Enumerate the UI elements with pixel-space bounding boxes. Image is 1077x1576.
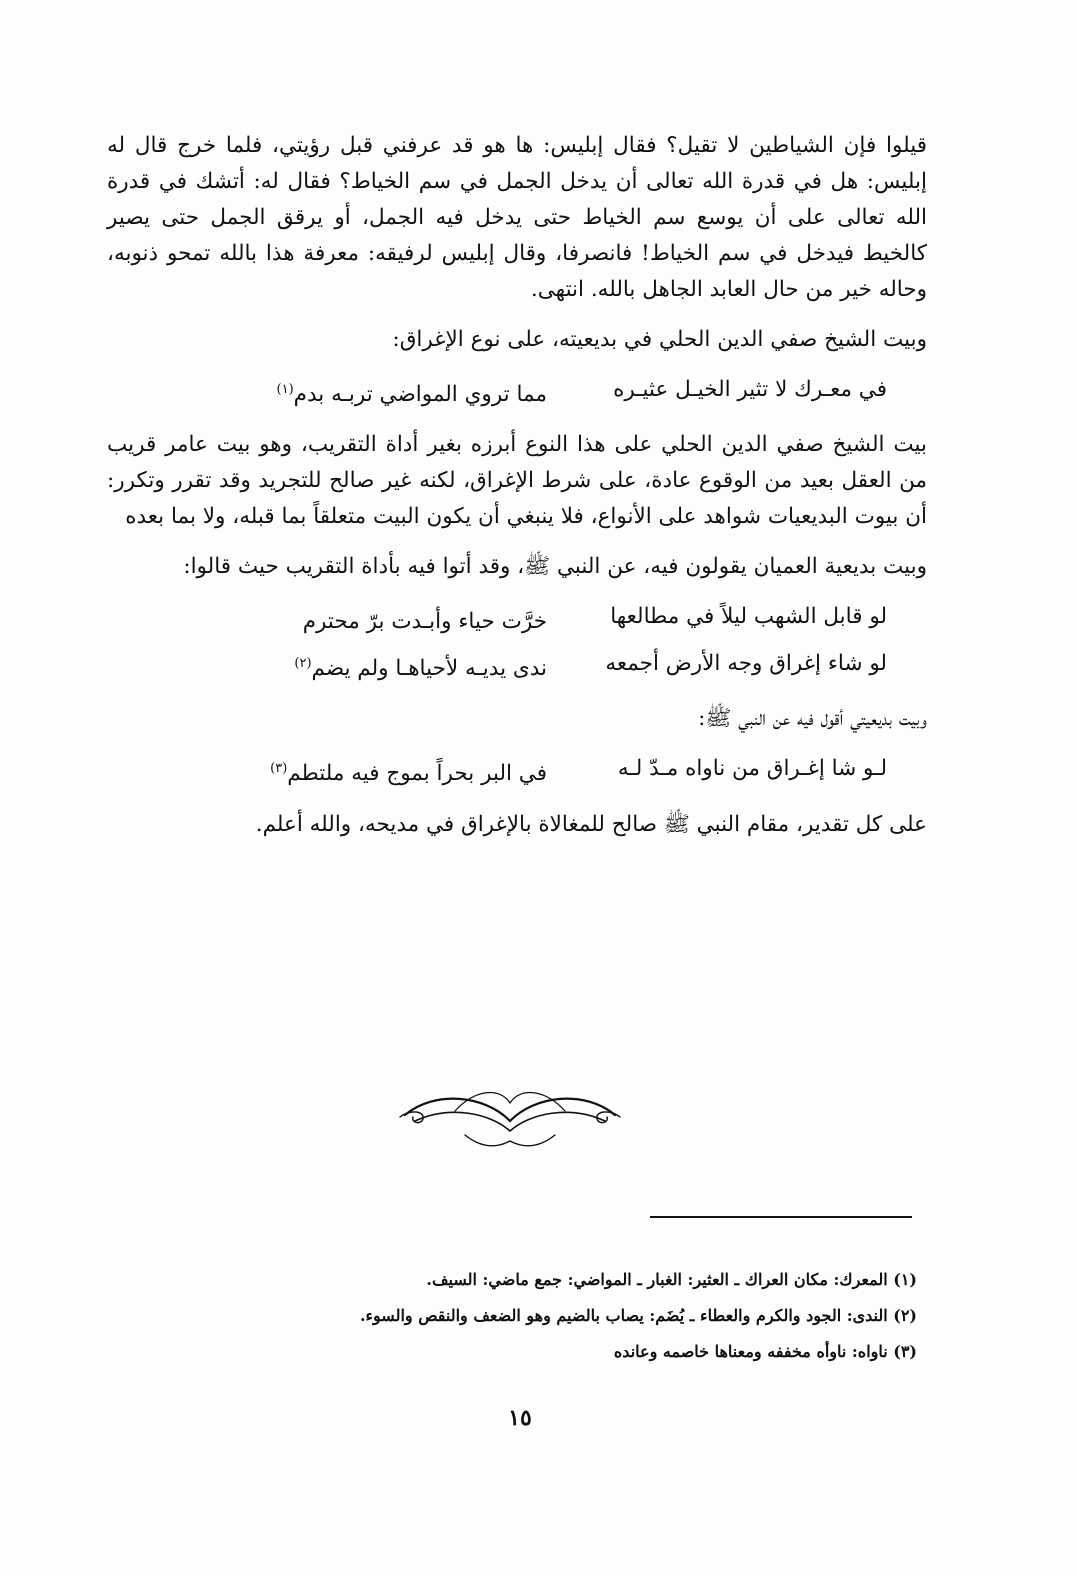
verse-first-hemistich: لو شاء إغراق وجه الأرض أجمعه [605,651,887,677]
page-number: ١٥ [508,1405,532,1431]
verse-first-hemistich: في معـرك لا تثير الخيـل عثيـره [613,377,887,402]
paragraph-safi-commentary: بيت الشيخ صفي الدين الحلي على هذا النوع أبرزه بغير أداة التقريب، وهو بيت عامر قريب من العقل بعيد من الوقوع عادة، على شرط الإغراق، لكنه غير صالح للتجريد وقد تقرر وتكرر: أن بيوت البديعيات شواهد على الأنواع، فلا ينبغي أن يكون البيت متعلقاً بما قبله، ولا بما بعده [107,432,927,530]
footnote-3: (٣) ناواه: ناوأه مخففه ومعناها خاصمه وعانده [613,1342,917,1361]
paragraph-iblis-story: قيلوا فإن الشياطين لا تقيل؟ فقال إبليس: ها هو قد عرفني قبل رؤيتي، فلما خرج قال له إبليس: هل في قدرة الله تعالى أن يدخل الجمل في سم الخياط؟ فقال له: أتشك في قدرة الله تعالى على أن يوسع سم الخياط حتى يدخل فيه الجمل، أو يرقق الجمل حتى يصير كالخيط فيدخل في سم الخياط! فانصرفا، وقال إبليس لرفيقه: معرفة هذا بالله تمحو ذنوبه، وحاله خير من حال العابد الجاهل بالله. انتهى. [107,133,927,302]
footnote-separator [650,1216,912,1218]
verse-line [107,646,927,687]
paragraph-umyan-intro: وبيت بديعية العميان يقولون فيه، عن النبي ﷺ، وقد أتوا فيه بأداة التقريب حيث قالوا: [183,554,927,580]
verse-line [107,751,927,792]
paragraph-conclusion: على كل تقدير، مقام النبي ﷺ صالح للمغالاة بالإغراق في مديحه، والله أعلم. [255,811,927,837]
verse-block-author [107,751,927,792]
verse-second-hemistich [167,646,547,687]
verse-block-safi [107,372,927,413]
footnote-ref: (٣) [270,761,288,777]
verse-first-hemistich: لو قابل الشهب ليلاً في مطالعها [610,604,887,630]
footnote-ref: (٢) [294,656,312,672]
footnote-ref: (١) [276,382,294,397]
verse-line [107,372,927,413]
verse-second-hemistich [167,751,547,792]
flourish-divider-icon [395,1085,625,1155]
paragraph-author-intro: وبيت بديعيتي أقول فيه عن النبي ﷺ: [698,706,927,732]
verse-line [107,599,927,640]
footnote-1: (١) المعرك: مكان العراك ـ العثير: الغبار ـ المواضي: جمع ماضي: السيف. [426,1270,917,1289]
hemistich-text: في البر بحراً بموج فيه ملتطم [287,761,547,787]
body-text [107,128,927,857]
paragraph-safi-intro: وبيت الشيخ صفي الدين الحلي في بديعيته، على نوع الإغراق: [392,327,927,352]
verse-block-umyan [107,599,927,687]
verse-first-hemistich: لـو شا إغـراق من ناواه مـدّ لـه [617,756,887,782]
verse-second-hemistich [167,599,547,640]
footnotes [157,1262,917,1370]
footnote-2: (٢) الندى: الجود والكرم والعطاء ـ يُضَم: يصاب بالضيم وهو الضعف والنقص والسوء. [359,1306,917,1325]
hemistich-text: خرَّت حياء وأبـدت برّ محترم [302,609,547,635]
hemistich-text: ندى يديـه لأحياهـا ولم يضم [311,656,547,682]
hemistich-text: مما تروي المواضي تربـه بدم [293,382,547,408]
verse-second-hemistich [167,372,547,413]
